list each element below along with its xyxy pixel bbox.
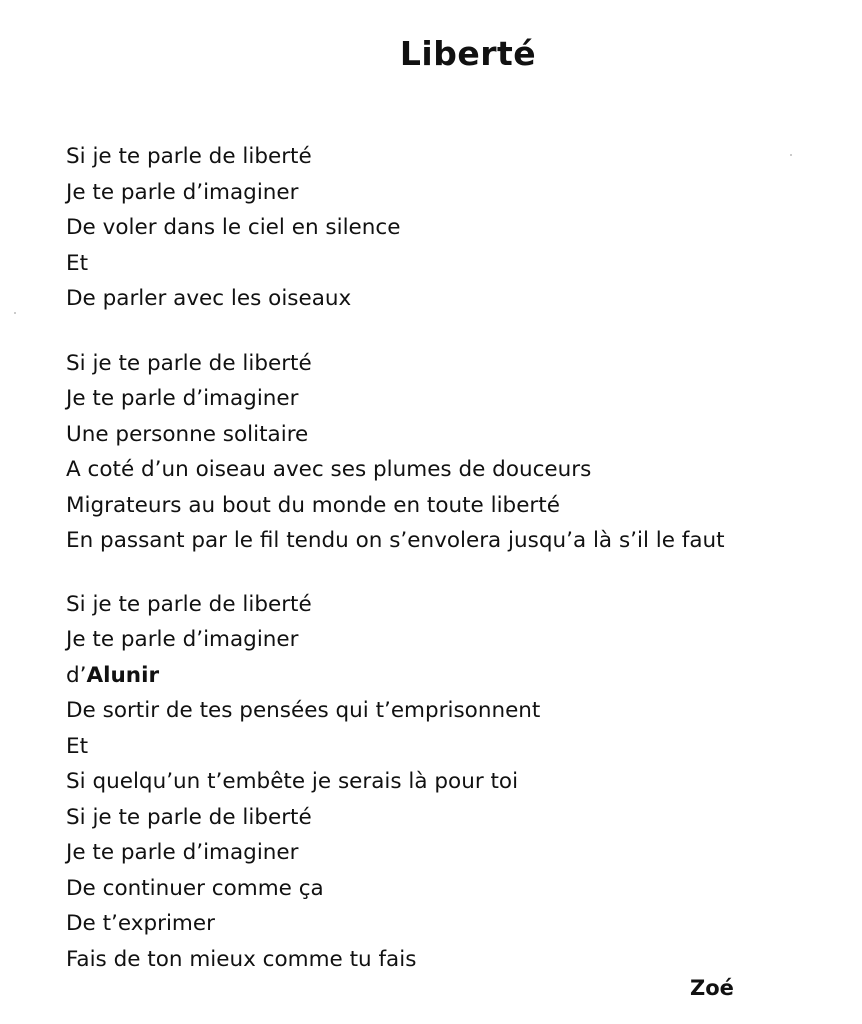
poem-line: Une personne solitaire bbox=[66, 421, 309, 447]
poem-line: De continuer comme ça bbox=[66, 875, 324, 901]
stanza-2 bbox=[66, 346, 856, 559]
poem-title: Liberté bbox=[399, 34, 537, 73]
poem-line: Si je te parle de liberté bbox=[66, 350, 312, 376]
stanza-gap bbox=[66, 317, 856, 346]
poem-line: Si je te parle de liberté bbox=[66, 804, 312, 830]
poem-line: En passant par le fil tendu on s’envolera jusqu’a là s’il le faut bbox=[66, 528, 725, 553]
poem-line: De sortir de tes pensées qui t’emprisonnent bbox=[66, 698, 541, 723]
poem-line: Et bbox=[66, 733, 89, 759]
poem-line: Je te parle d’imaginer bbox=[66, 386, 299, 411]
poem-line: Fais de ton mieux comme tu fais bbox=[66, 946, 417, 972]
poem-line: Si je te parle de liberté bbox=[66, 144, 312, 169]
poem-body bbox=[66, 139, 856, 977]
poem-line: Je te parle d’imaginer bbox=[66, 840, 299, 865]
poem-line: Si je te parle de liberté bbox=[66, 591, 312, 617]
poem-line: Si quelqu’un t’embête je serais là pour toi bbox=[66, 769, 519, 794]
scan-speck bbox=[790, 154, 792, 156]
poem-author: Zoé bbox=[690, 976, 734, 1000]
stanza-1 bbox=[66, 139, 856, 317]
poem-line: Et bbox=[66, 250, 89, 276]
stanza-gap bbox=[66, 559, 856, 587]
poem-line: A coté d’un oiseau avec ses plumes de douceurs bbox=[66, 457, 592, 482]
poem-line: Je te parle d’imaginer bbox=[66, 179, 299, 205]
poem-line: Migrateurs au bout du monde en toute liberté bbox=[66, 492, 560, 518]
poem-line: De voler dans le ciel en silence bbox=[66, 215, 401, 240]
stanza-3 bbox=[66, 587, 856, 978]
alunir-prefix: d’ bbox=[66, 662, 87, 688]
poem-line-alunir bbox=[66, 658, 856, 694]
scan-speck bbox=[14, 312, 16, 314]
poem-line: De t’exprimer bbox=[66, 911, 215, 936]
alunir-word: Alunir bbox=[86, 662, 160, 688]
poem-line: De parler avec les oiseaux bbox=[66, 286, 352, 311]
poem-line: Je te parle d’imaginer bbox=[66, 627, 299, 652]
